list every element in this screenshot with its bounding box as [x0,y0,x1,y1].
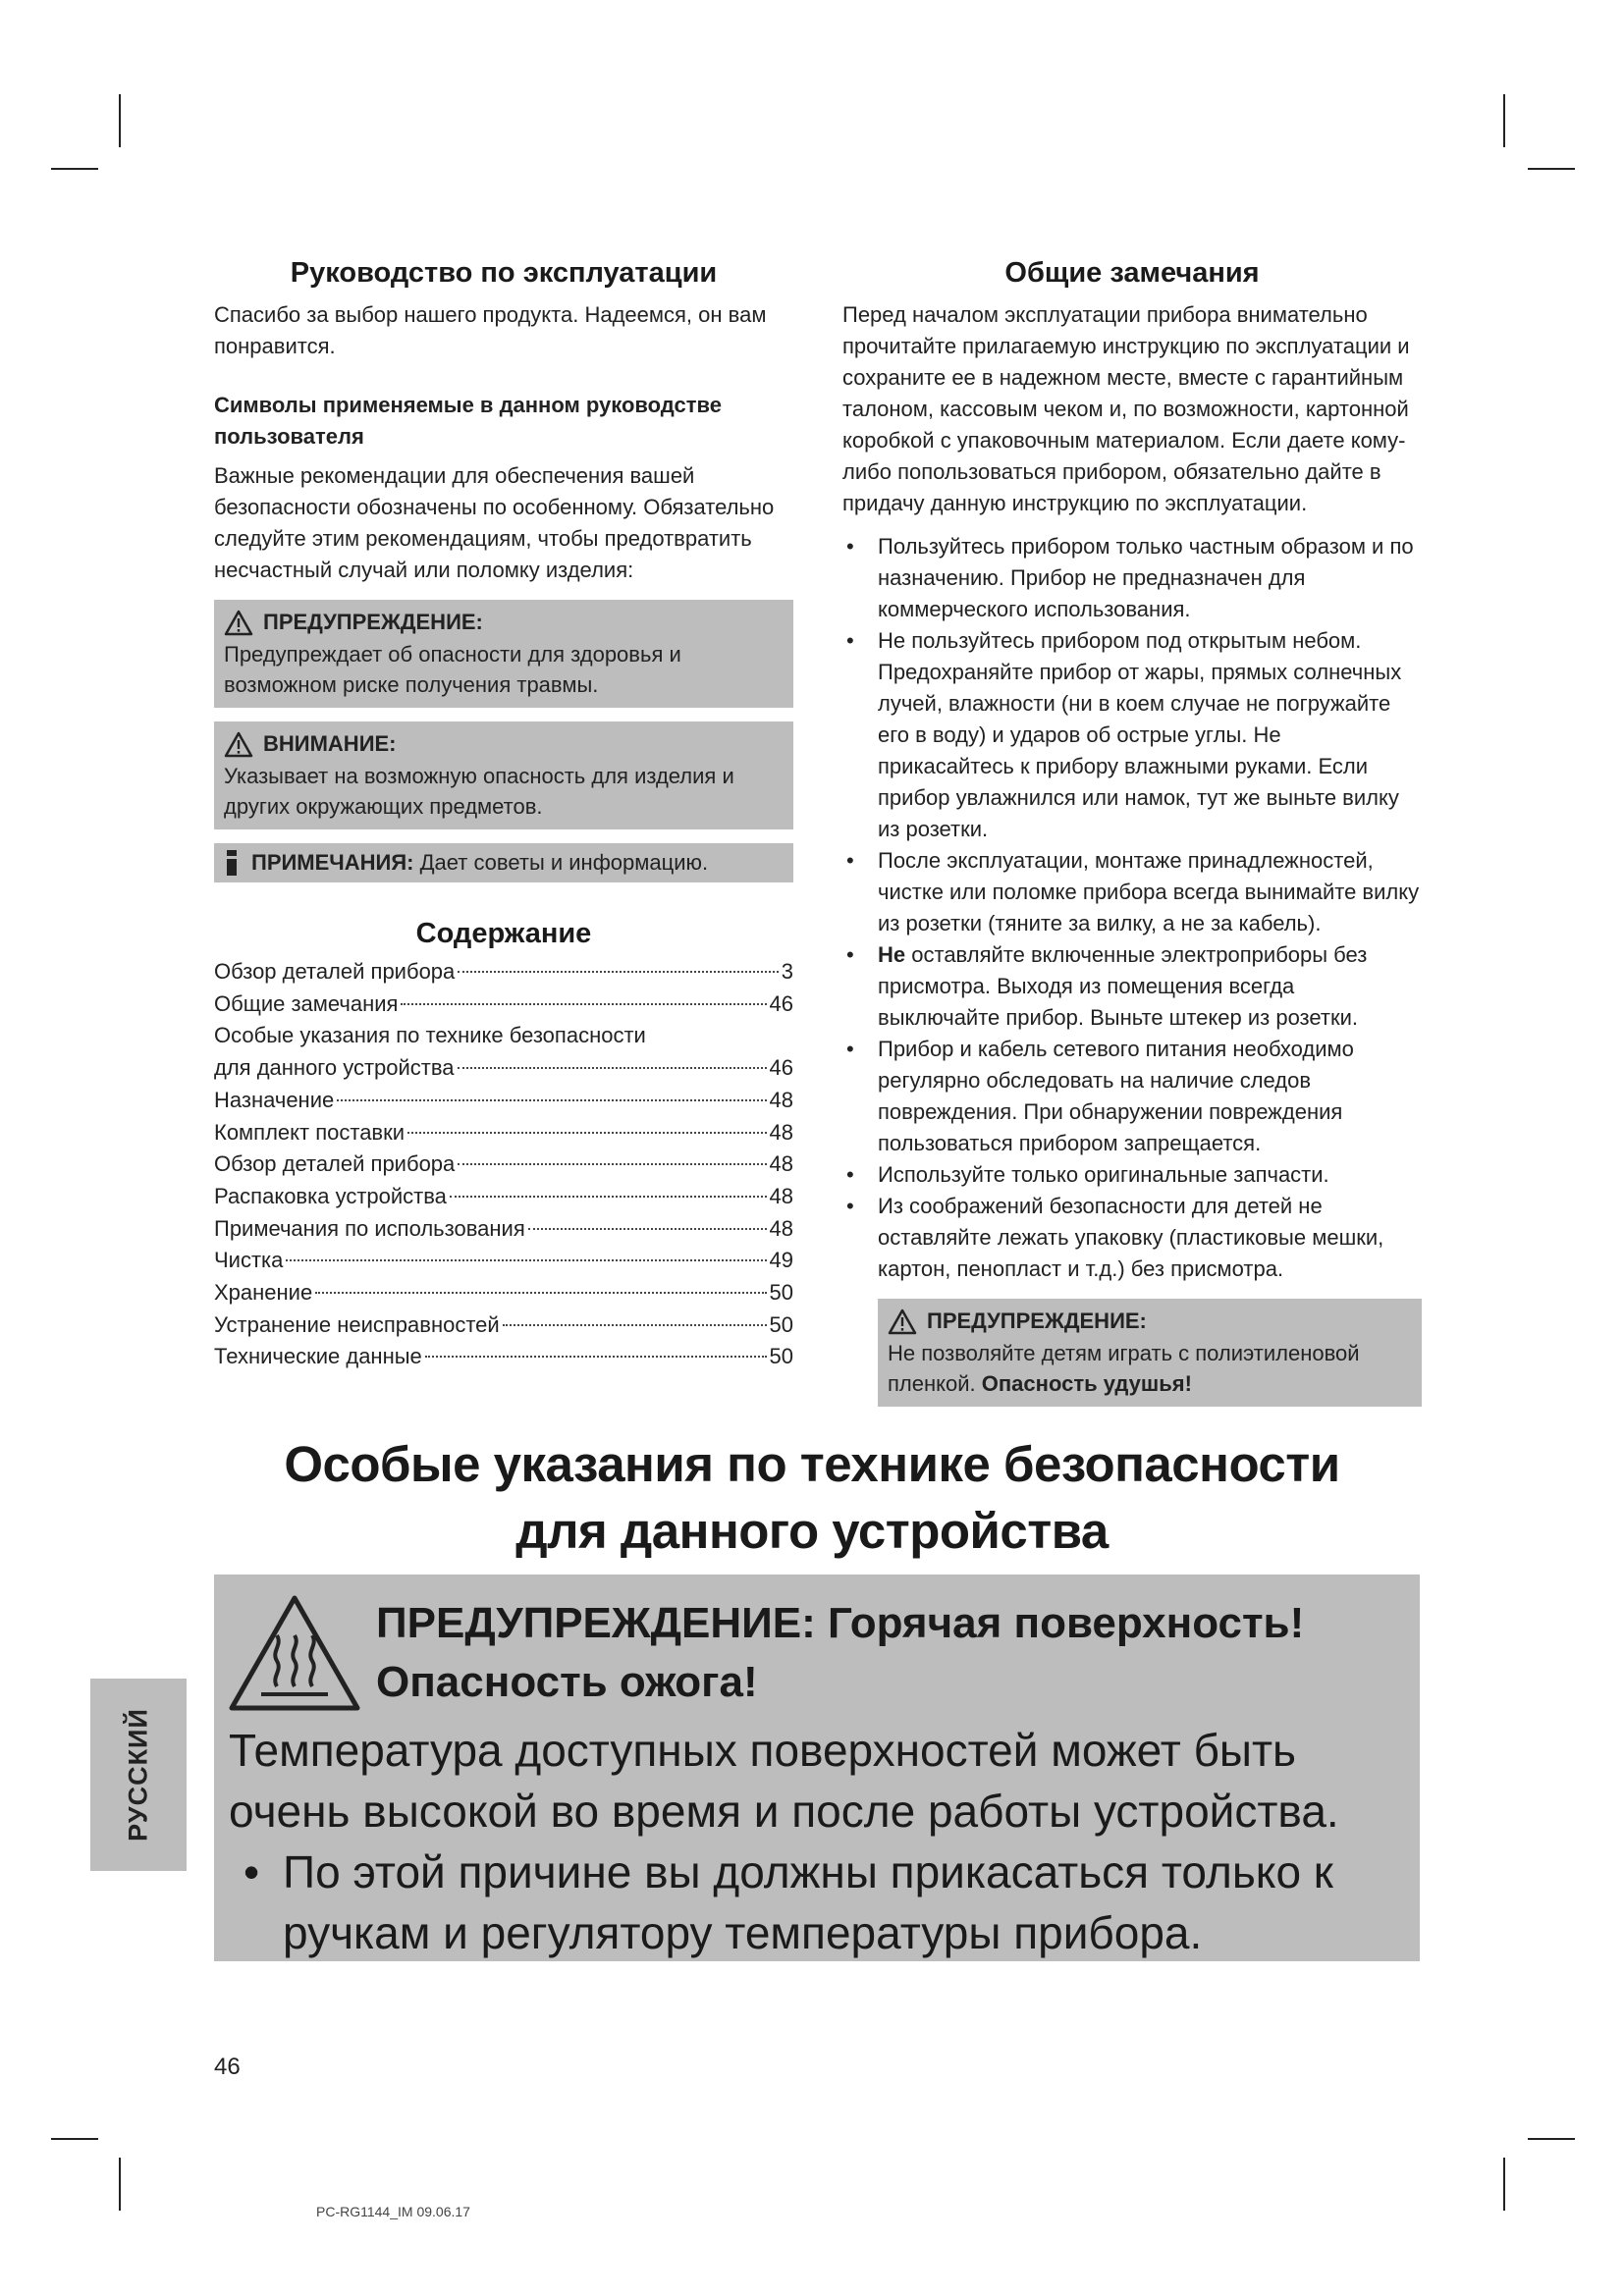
hot-surface-bullet: • По этой причине вы должны прикасаться только к ручкам и регулятору температуры прибора. [244,1846,1333,1958]
list-item: • Не оставляйте включенные электроприборы без присмотра. Выходя из помещения всегда выключайте прибор. Выньте штекер из розетки. [842,939,1422,1034]
intro-text: Спасибо за выбор нашего продукта. Надеемся, он вам понравится. [214,302,767,358]
crop-mark [119,2158,121,2211]
crop-mark [1503,2158,1505,2211]
info-icon [224,850,240,876]
toc-title: Содержание [415,918,592,949]
toc-item[interactable]: Устранение неисправностей 50 [214,1311,793,1337]
toc-item[interactable]: Общие замечания 46 [214,990,793,1016]
warning-triangle-icon [888,1308,917,1335]
caution-triangle-icon [224,731,253,758]
general-notes-list [842,531,1422,1285]
toc-item[interactable]: Комплект поставки 48 [214,1119,793,1145]
toc-item[interactable]: Распаковка устройства 48 [214,1183,793,1208]
child-warning-box [878,1299,1422,1407]
hot-surface-icon [226,1592,363,1714]
emphasis-word: Не [878,942,906,967]
toc-item[interactable]: Особые указания по технике безопасности [214,1023,646,1048]
list-item: • Не пользуйтесь прибором под открытым небом. Предохраняйте прибор от жары, прямых солнечных лучей, влажности (ни в коем случае не погружайте его в воду) и ударов об острые углы. Не прикасайтесь к прибору влажными руками. Если прибор увлажнился или намок, тут же выньте вилку из розетки. [842,625,1422,845]
symbols-text: Важные рекомендации для обеспечения вашей безопасности обозначены по особенному. Обязательно следуйте этим рекомендациям, чтобы предотвратить несчастный случай или поломку изделия: [214,463,775,582]
footer-code: PC-RG1144_IM 09.06.17 [316,2204,470,2219]
crop-mark [51,2138,98,2140]
note-label: ПРИМЕЧАНИЯ: [251,850,414,875]
list-item: • Из соображений безопасности для детей не оставляйте лежать упаковку (пластиковые мешки, картон, пенопласт и т.д.) без присмотра. [842,1191,1422,1285]
crop-mark [1528,168,1575,170]
general-notes-intro: Перед началом эксплуатации прибора внимательно прочитайте прилагаемую инструкцию по эксплуатации и сохраните ее в надежном месте, вместе с гарантийным талоном, кассовым чеком и, по возможности, картонной коробкой с упаковочным материалом. Если даете кому-либо попользоваться прибором, обязательно дайте в придачу данную инструкцию по эксплуатации. [842,302,1410,515]
warning-emphasis: Опасность удушья! [981,1371,1192,1396]
right-column [842,257,1422,1407]
toc-item[interactable]: Технические данные 50 [214,1344,793,1369]
toc-item[interactable]: Обзор деталей прибора 48 [214,1151,793,1177]
warning-title: ПРЕДУПРЕЖДЕНИЕ: [263,610,483,634]
toc-item[interactable]: Примечания по использования 48 [214,1215,793,1241]
note-box [214,843,793,882]
crop-mark [51,168,98,170]
hot-surface-warning-title: ПРЕДУПРЕЖДЕНИЕ: Горячая поверхность! Опасность ожога! [376,1599,1305,1706]
warning-text: Не позволяйте детям играть с полиэтиленовой пленкой. [888,1341,1360,1396]
caution-title: ВНИМАНИЕ: [263,731,397,756]
caution-box [214,721,793,829]
toc-item[interactable]: Хранение 50 [214,1280,793,1306]
list-item: • Пользуйтесь прибором только частным образом и по назначению. Прибор не предназначен для коммерческого использования. [842,531,1422,625]
safety-title: Особые указания по технике безопасности для данного устройства [284,1436,1340,1559]
crop-mark [1503,94,1505,147]
hot-surface-text: Температура доступных поверхностей может быть очень высокой во время и после работы устройства. [229,1725,1339,1837]
general-notes-title: Общие замечания [1004,257,1260,289]
list-item: • После эксплуатации, монтаже принадлежностей, чистке или поломке прибора всегда вынимайте вилку из розетки (тяните за вилку, а не за кабель). [842,845,1422,939]
page-number: 46 [214,2054,241,2080]
manual-title: Руководство по эксплуатации [290,257,718,289]
list-item: • Прибор и кабель сетевого питания необходимо регулярно обследовать на наличие следов повреждения. При обнаружении повреждения пользоваться прибором запрещается. [842,1034,1422,1159]
table-of-contents [214,956,793,1373]
note-text: Дает советы и информацию. [419,850,709,875]
warning-triangle-icon [224,610,253,636]
toc-item[interactable]: Обзор деталей прибора 3 [214,959,793,984]
list-item: • Используйте только оригинальные запчасти. [842,1159,1422,1191]
warning-text: Предупреждает об опасности для здоровья и возможном риске получения травмы. [224,642,681,697]
caution-text: Указывает на возможную опасность для изделия и других окружающих предметов. [224,764,734,819]
toc-item[interactable]: Назначение 48 [214,1087,793,1112]
warning-title: ПРЕДУПРЕЖДЕНИЕ: [927,1308,1147,1333]
crop-mark [119,94,121,147]
toc-item[interactable]: Чистка 49 [214,1248,793,1273]
warning-box [214,600,793,708]
left-column [214,257,793,1373]
symbols-heading: Символы применяемые в данном руководстве пользователя [214,393,722,449]
language-tab: РУССКИЙ [90,1679,187,1871]
toc-item[interactable]: для данного устройства 46 [214,1055,793,1081]
crop-mark [1528,2138,1575,2140]
hot-surface-warning-box [214,1575,1420,1961]
